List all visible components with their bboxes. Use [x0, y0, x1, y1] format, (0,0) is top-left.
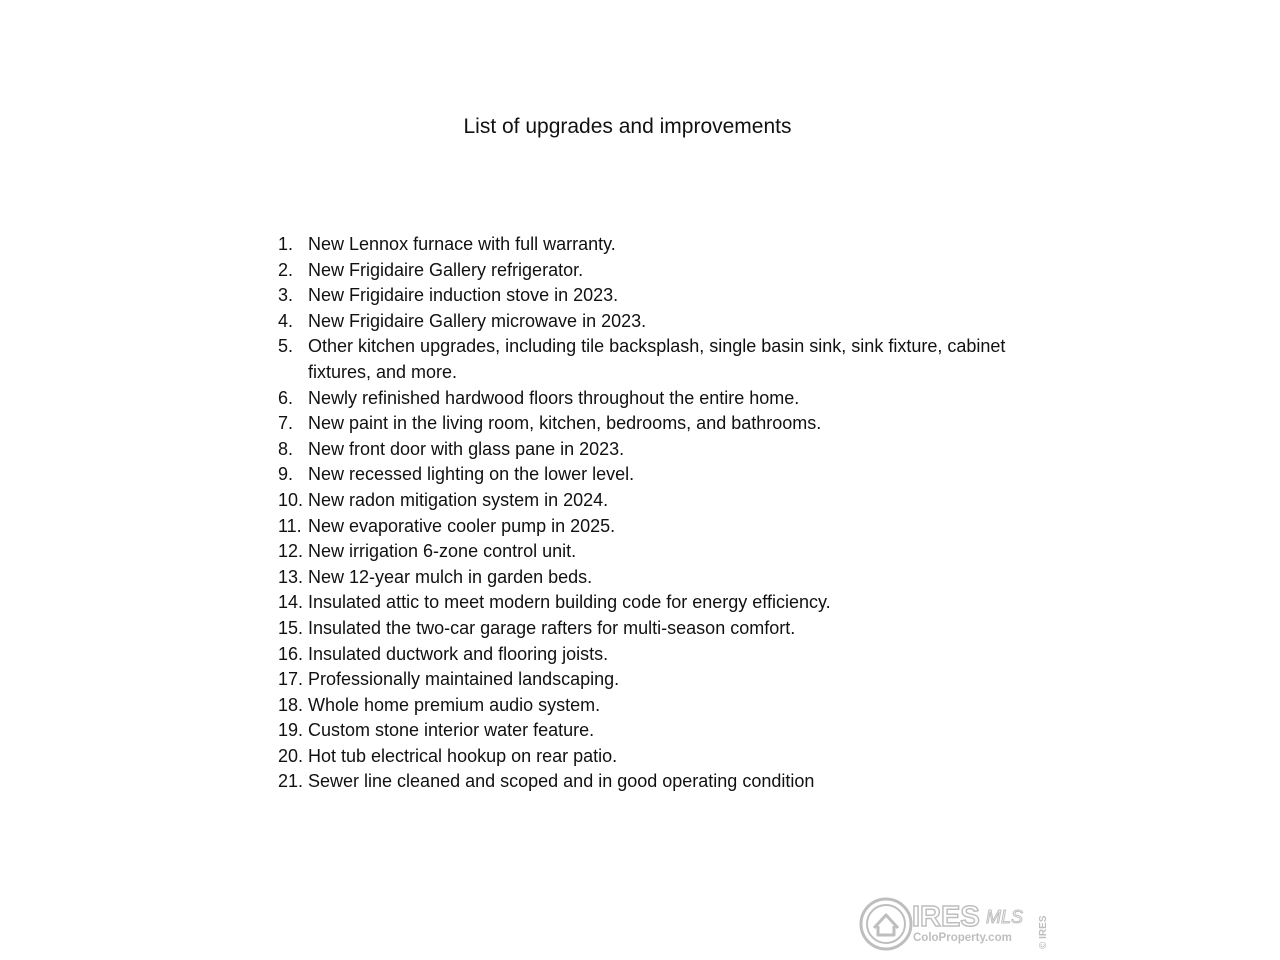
list-item-number: 20.	[278, 745, 304, 766]
list-item-text: Newly refinished hardwood floors throughout the entire home.	[308, 387, 800, 408]
list-item-number: 16.	[278, 643, 304, 664]
ires-logo-icon	[858, 893, 1052, 953]
ires-watermark	[858, 893, 1052, 953]
list-item	[278, 283, 1018, 309]
list-item	[278, 590, 1018, 616]
list-item-text: Custom stone interior water feature.	[308, 720, 595, 741]
list-item-number: 10.	[278, 489, 304, 510]
list-item-number: 21.	[278, 771, 304, 792]
list-item	[278, 334, 1018, 385]
list-item-text: Insulated the two-car garage rafters for multi-season comfort.	[308, 617, 796, 638]
watermark-copyright: © IRES	[1038, 915, 1049, 949]
list-item-text: New Frigidaire induction stove in 2023.	[308, 285, 619, 306]
list-item	[278, 565, 1018, 591]
list-item	[278, 744, 1018, 770]
list-item-text: New Frigidaire Gallery refrigerator.	[308, 259, 584, 280]
list-item-number: 15.	[278, 617, 304, 638]
list-item	[278, 309, 1018, 335]
list-item-number: 6.	[278, 387, 294, 408]
list-item-text: Insulated ductwork and flooring joists.	[308, 643, 609, 664]
list-item-number: 13.	[278, 566, 304, 587]
list-item-text: New evaporative cooler pump in 2025.	[308, 515, 616, 536]
list-item-number: 7.	[278, 413, 294, 434]
list-item-text: Whole home premium audio system.	[308, 694, 601, 715]
list-item	[278, 693, 1018, 719]
list-item-number: 8.	[278, 438, 294, 459]
list-item-text: New irrigation 6-zone control unit.	[308, 541, 577, 562]
watermark-brand: IRES	[912, 901, 980, 933]
document-title: List of upgrades and improvements	[463, 115, 792, 138]
list-item-number: 2.	[278, 259, 294, 280]
list-item-text: New Frigidaire Gallery microwave in 2023.	[308, 310, 647, 331]
upgrades-list	[278, 232, 1018, 795]
list-item-text: Sewer line cleaned and scoped and in good operating condition	[308, 771, 815, 792]
list-item	[278, 539, 1018, 565]
list-item	[278, 769, 1018, 795]
list-item	[278, 514, 1018, 540]
list-item-text: New recessed lighting on the lower level.	[308, 464, 635, 485]
list-item-text: New Lennox furnace with full warranty.	[308, 234, 616, 254]
list-item-text: New paint in the living room, kitchen, bedrooms, and bathrooms.	[308, 413, 822, 434]
list-item-text: Hot tub electrical hookup on rear patio.	[308, 745, 618, 766]
list-item-number: 1.	[278, 234, 294, 254]
watermark-site: ColoProperty.com	[913, 932, 1012, 944]
list-item	[278, 642, 1018, 668]
list-item	[278, 232, 1018, 258]
list-item	[278, 386, 1018, 412]
list-item-number: 18.	[278, 694, 304, 715]
list-item	[278, 437, 1018, 463]
list-item	[278, 718, 1018, 744]
list-item-text: Other kitchen upgrades, including tile backsplash, single basin sink, sink fixture, cabinet fixtures, and more.	[308, 336, 1006, 382]
list-item	[278, 667, 1018, 693]
list-item-number: 9.	[278, 464, 294, 485]
watermark-mls: MLS	[986, 907, 1024, 927]
list-item	[278, 411, 1018, 437]
list-item-number: 5.	[278, 336, 294, 357]
list-item-text: New 12-year mulch in garden beds.	[308, 566, 593, 587]
list-item	[278, 462, 1018, 488]
list-item-number: 11.	[278, 515, 302, 536]
list-item-number: 3.	[278, 285, 294, 306]
list-item-number: 12.	[278, 541, 304, 562]
list-item	[278, 488, 1018, 514]
list-item	[278, 258, 1018, 284]
list-item-text: Insulated attic to meet modern building code for energy efficiency.	[308, 592, 831, 613]
list-item-number: 4.	[278, 310, 294, 331]
list-item-text: Professionally maintained landscaping.	[308, 669, 620, 690]
list-item-number: 17.	[278, 669, 304, 690]
list-item	[278, 616, 1018, 642]
list-item-text: New front door with glass pane in 2023.	[308, 438, 625, 459]
list-item-text: New radon mitigation system in 2024.	[308, 489, 609, 510]
list-item-number: 19.	[278, 720, 304, 741]
list-item-number: 14.	[278, 592, 304, 613]
